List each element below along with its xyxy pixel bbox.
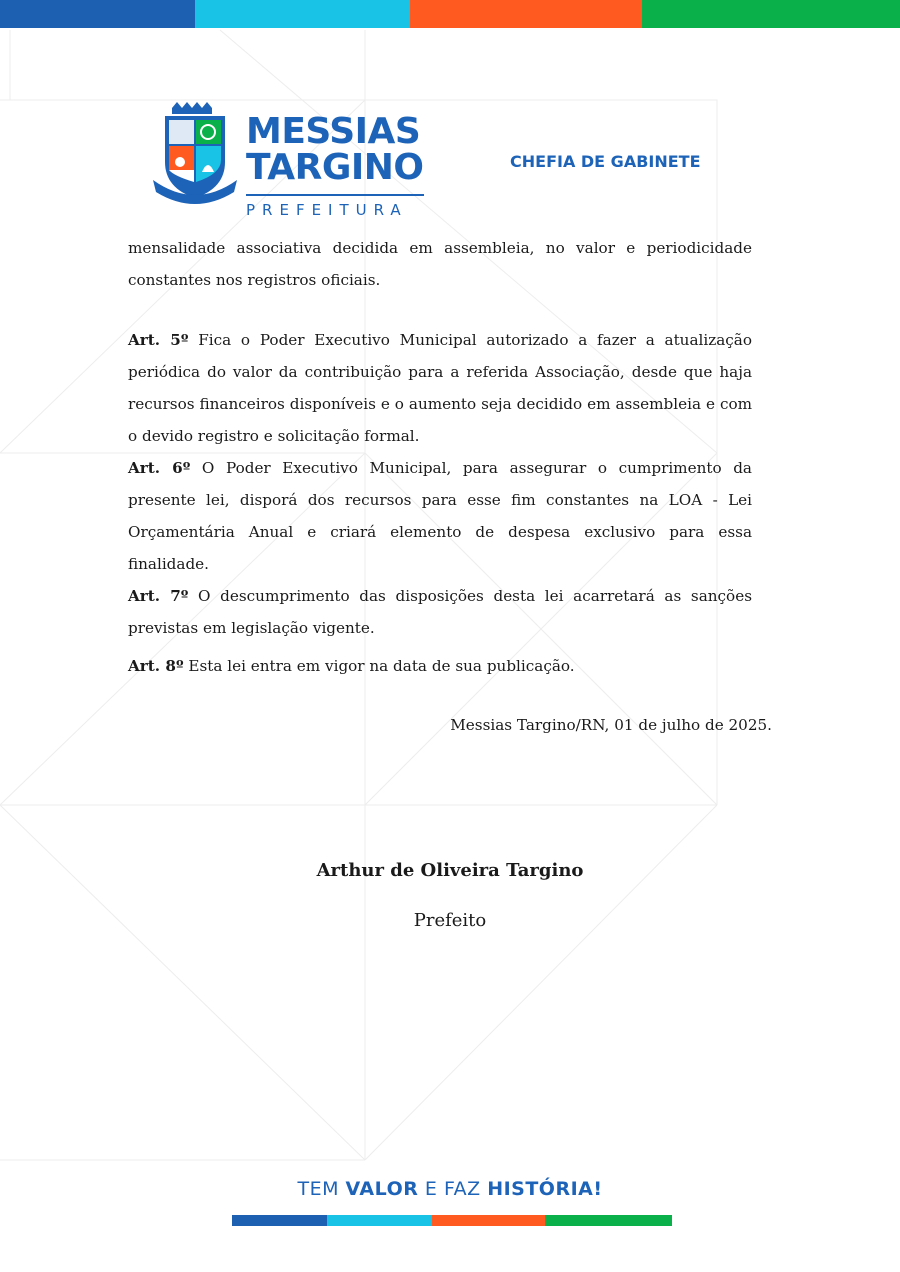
- article-6: [128, 452, 752, 580]
- letterhead: [150, 100, 750, 220]
- coat-of-arms-icon: [150, 100, 240, 215]
- article-8-text: Esta lei entra em vigor na data de sua publicação.: [183, 657, 575, 675]
- place-and-date: Messias Targino/RN, 01 de julho de 2025.: [450, 716, 772, 734]
- slogan-part-4: HISTÓRIA!: [487, 1178, 603, 1200]
- department-title: CHEFIA DE GABINETE: [510, 152, 701, 171]
- footer-slogan: [0, 1178, 900, 1200]
- article-8-label: Art. 8º: [128, 657, 184, 675]
- article-6-label: Art. 6º: [128, 459, 191, 477]
- bottom-bar-blue: [232, 1215, 327, 1226]
- brand-line-3: PREFEITURA: [246, 201, 408, 219]
- article-8: [128, 650, 752, 682]
- article-5-text: Fica o Poder Executivo Municipal autorizado a fazer a atualização periódica do valor da contribuição para a referida Associação, desde que haja recursos financeiros disponíveis e o aumento seja decidido em assembleia e com o devido registro e solicitação formal.: [128, 331, 752, 445]
- slogan-part-3: E FAZ: [418, 1178, 488, 1200]
- brand-line-2: TARGINO: [246, 147, 424, 188]
- brand-divider: [246, 194, 424, 196]
- bottom-bar-orange: [432, 1215, 545, 1226]
- intro-paragraph: mensalidade associativa decidida em assembleia, no valor e periodicidade constantes nos registros oficiais.: [128, 239, 752, 289]
- bottom-bar-cyan: [327, 1215, 432, 1226]
- brand-line-1: MESSIAS: [246, 111, 421, 152]
- slogan-part-1: TEM: [297, 1178, 346, 1200]
- article-7-text: O descumprimento das disposições desta lei acarretará as sanções previstas em legislação vigente.: [128, 587, 752, 637]
- article-5-label: Art. 5º: [128, 331, 189, 349]
- slogan-part-2: VALOR: [345, 1178, 419, 1200]
- bottom-color-bar: [232, 1215, 672, 1226]
- article-6-text: O Poder Executivo Municipal, para assegurar o cumprimento da presente lei, disporá dos recursos para esse fim constantes na LOA - Lei Orçamentária Anual e criará elemento de despesa exclusivo para essa finalidade.: [128, 459, 752, 573]
- article-7-label: Art. 7º: [128, 587, 189, 605]
- signatory-name: Arthur de Oliveira Targino: [316, 860, 584, 881]
- brand-wordmark: [246, 111, 424, 219]
- signatory-role: Prefeito: [413, 910, 487, 931]
- article-5: [128, 324, 752, 452]
- document-body: [128, 232, 752, 682]
- article-7: [128, 580, 752, 644]
- bottom-bar-green: [545, 1215, 672, 1226]
